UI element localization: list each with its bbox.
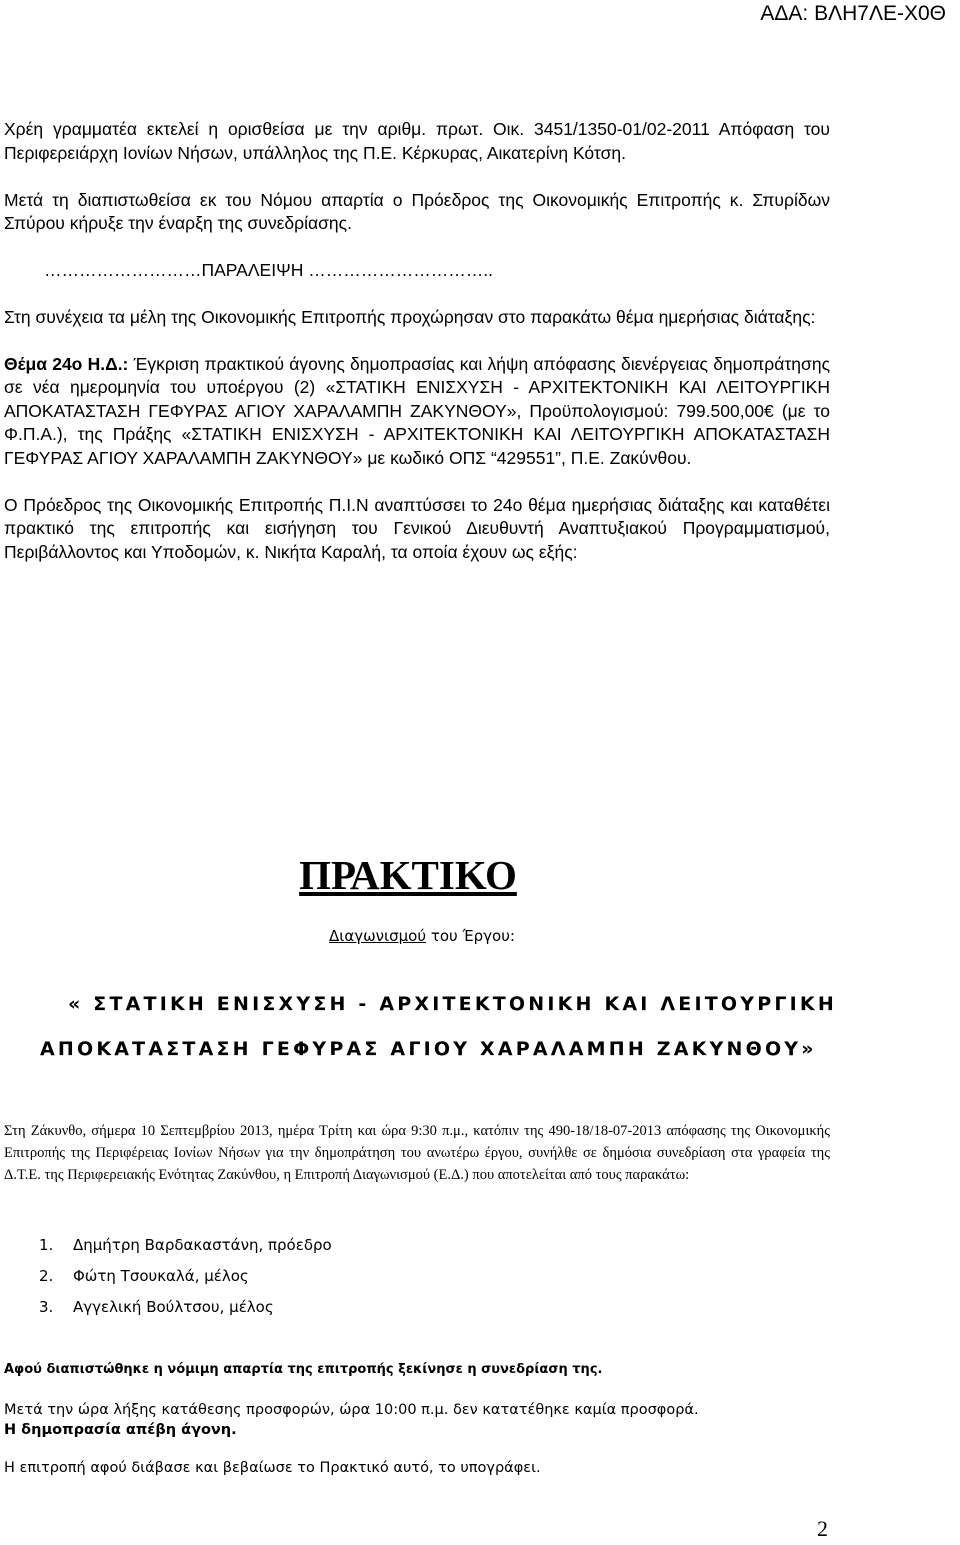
- ada-code: ΑΔΑ: ΒΛΗ7ΛΕ-Χ0Θ: [760, 2, 946, 25]
- quorum-paragraph: Μετά τη διαπιστωθείσα εκ του Νόμου απαρτία ο Πρόεδρος της Οικονομικής Επιτροπής κ. Σπυρίδων Σπύρου κήρυξε την έναρξη της συνεδρίασης.: [4, 189, 830, 233]
- closing-time-text: Μετά την ώρα λήξης κατάθεσης προσφορών, ώρα 10:00 π.μ. δεν κατατέθηκε καμία προσφορά.: [4, 1402, 699, 1418]
- omission-marker: ………………………ΠΑΡΑΛΕΙΨΗ …………………………..: [44, 259, 493, 280]
- minutes-subtitle: [4, 927, 840, 945]
- closing-result-text: Η δημοπρασία απέβη άγονη.: [4, 1422, 237, 1438]
- secretary-paragraph: Χρέη γραμματέα εκτελεί η ορισθείσα με την αριθμ. πρωτ. Οικ. 3451/1350-01/02-2011 Απόφαση του Περιφερειάρχη Ιονίων Νήσων, υπάλληλος της Π.Ε. Κέρκυρας, Αικατερίνη Κότση.: [4, 119, 830, 163]
- subtitle-tender: Διαγωνισμού: [329, 927, 427, 945]
- meeting-paragraph: Στη Ζάκυνθο, σήμερα 10 Σεπτεμβρίου 2013, ημέρα Τρίτη και ώρα 9:30 π.μ., κατόπιν της 490-18/18-07-2013 απόφασης της Οικονομικής Επιτροπής της Περιφέρειας Ιονίων Νήσων για την δημοπράτηση του ανωτέρω έργου, συνήλθε σε δημόσια συνεδρίαση στα γραφεία της Δ.Τ.Ε. της Περιφερειακής Ενότητας Ζακύνθου, η Επιτροπή Διαγωνισμού (Ε.Δ.) που αποτελείται από τους παρακάτω:: [4, 1122, 830, 1183]
- topic-text: Έγκριση πρακτικού άγονης δημοπρασίας και λήψη απόφασης διενέργειας δημοπράτησης σε νέα ημερομηνία του υποέργου (2) «ΣΤΑΤΙΚΗ ΕΝΙΣΧΥΣΗ - ΑΡΧΙΤΕΚΤΟΝΙΚΗ ΚΑΙ ΛΕΙΤΟΥΡΓΙΚΗ ΑΠΟΚΑΤΑΣΤΑΣΗ ΓΕΦΥΡΑΣ ΑΓΙΟΥ ΧΑΡΑΛΑΜΠΗ ΖΑΚΥΝΘΟΥ», Προϋπολογισμού: 799.500,00€ (με το Φ.Π.Α.), της Πράξης «ΣΤΑΤΙΚΗ ΕΝΙΣΧΥΣΗ - ΑΡΧΙΤΕΚΤΟΝΙΚΗ ΚΑΙ ΛΕΙΤΟΥΡΓΙΚΗ ΑΠΟΚΑΤΑΣΤΑΣΗ ΓΕΦΥΡΑΣ ΑΓΙΟΥ ΧΑΡΑΛΑΜΠΗ ΖΑΚΥΝΘΟΥ» με κωδικό ΟΠΣ “429551”, Π.Ε. Ζακύνθου.: [4, 353, 830, 468]
- list-item: 3. Αγγελική Βούλτσου, μέλος: [39, 1298, 274, 1316]
- quorum-note: Αφού διαπιστώθηκε η νόμιμη απαρτία της επιτροπής ξεκίνησε η συνεδρίαση της.: [4, 1362, 603, 1377]
- signing-text: Η επιτροπή αφού διάβασε και βεβαίωσε το Πρακτικό αυτό, το υπογράφει.: [4, 1460, 541, 1476]
- project-title-line-2: ΑΠΟΚΑΤΑΣΤΑΣΗ ΓΕΦΥΡΑΣ ΑΓΙΟΥ ΧΑΡΑΛΑΜΠΗ ΖΑΚΥΝΘΟΥ»: [40, 1038, 817, 1060]
- topic-paragraph: [4, 353, 830, 471]
- minutes-title: ΠΡΑΚΤΙΚΟ: [299, 852, 517, 898]
- committee-members-list: [39, 1236, 332, 1329]
- list-item: 1. Δημήτρη Βαρδακαστάνη, πρόεδρο: [39, 1236, 332, 1254]
- page-number: 2: [817, 1516, 828, 1541]
- topic-label: Θέμα 24ο Η.Δ.:: [4, 353, 129, 374]
- project-title-line-1: « ΣΤΑΤΙΚΗ ΕΝΙΣΧΥΣΗ - ΑΡΧΙΤΕΚΤΟΝΙΚΗ ΚΑΙ ΛΕΙΤΟΥΡΓΙΚΗ: [68, 993, 837, 1015]
- document-body: [4, 118, 837, 1476]
- closing-block: [4, 1400, 699, 1440]
- continue-paragraph: Στη συνέχεια τα μέλη της Οικονομικής Επιτροπής προχώρησαν στο παρακάτω θέμα ημερήσιας διάταξης:: [4, 306, 816, 327]
- list-item: 2. Φώτη Τσουκαλά, μέλος: [39, 1267, 249, 1285]
- presentation-paragraph: Ο Πρόεδρος της Οικονομικής Επιτροπής Π.Ι.Ν αναπτύσσει το 24ο θέμα ημερήσιας διάταξης και καταθέτει πρακτικό της επιτροπής και εισήγηση του Γενικού Διευθυντή Αναπτυξιακού Προγραμματισμού, Περιβάλλοντος και Υποδομών, κ. Νικήτα Καραλή, τα οποία έχουν ως εξής:: [4, 494, 830, 562]
- subtitle-project: του Έργου:: [426, 927, 515, 945]
